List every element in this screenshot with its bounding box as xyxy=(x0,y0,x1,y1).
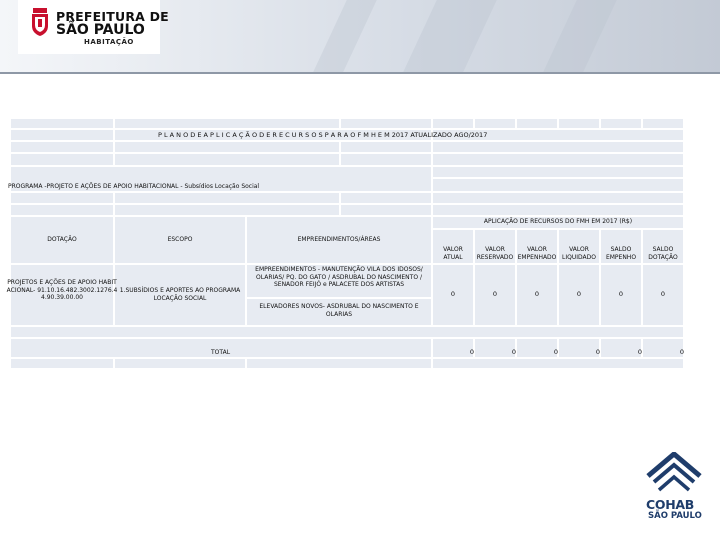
row-dotacao: PROJETOS E AÇÕES DE APOIO HABITACIONAL- 91.10.16.482.3002.1276.44.90.39.00.00 xyxy=(6,279,118,301)
row-valor-empenhado: 0 xyxy=(534,290,540,298)
col-header-valor-empenhado: VALOR EMPENHADO xyxy=(517,246,557,261)
col-header-saldo-empenho: SALDO EMPENHO xyxy=(605,246,637,261)
row-saldo-dotacao: 0 xyxy=(660,290,666,298)
row-valor-liquidado: 0 xyxy=(576,290,582,298)
total-valor-reservado: 0 xyxy=(511,348,516,356)
total-saldo-dotacao: 0 xyxy=(679,348,684,356)
prefeitura-logo xyxy=(18,0,169,54)
cohab-logo-text: COHAB xyxy=(646,497,694,512)
row-saldo-empenho: 0 xyxy=(618,290,624,298)
col-header-valor-reservado: VALOR RESERVADO xyxy=(476,246,514,261)
col-header-valor-atual: VALOR ATUAL xyxy=(443,246,463,261)
logo-text-line2: SÃO PAULO xyxy=(56,22,145,38)
row-valor-reservado: 0 xyxy=(492,290,498,298)
col-header-valor-liquidado: VALOR LIQUIDADO xyxy=(562,246,596,261)
total-saldo-empenho: 0 xyxy=(637,348,642,356)
row-valor-atual: 0 xyxy=(450,290,456,298)
col-header-escopo: ESCOPO xyxy=(167,236,193,243)
total-valor-atual: 0 xyxy=(469,348,474,356)
logo-text-line3: HABITAÇÃO xyxy=(84,38,134,46)
city-crest-icon xyxy=(30,8,50,36)
total-valor-empenhado: 0 xyxy=(553,348,558,356)
row-empreendimento-2: ELEVADORES NOVOS- ASDRUBAL DO NASCIMENTO E OLARIAS xyxy=(259,303,419,318)
header-divider xyxy=(0,72,720,74)
total-valor-liquidado: 0 xyxy=(595,348,600,356)
col-header-saldo-dotacao: SALDO DOTAÇÃO xyxy=(648,246,678,261)
logo-text-line1: PREFEITURA DE xyxy=(56,9,169,24)
table-title: P L A N O D E A P L I C A Ç Ã O D E R E C U R S O S P A R A O F M H E M 2017 ATUALIZADO AGO/2017 xyxy=(158,131,488,139)
program-label: PROGRAMA -PROJETO E AÇÕES DE APOIO HABITACIONAL - Subsídios Locação Social xyxy=(8,183,260,190)
row-empreendimento-1: EMPREENDIMENTOS - MANUTENÇÃO VILA DOS IDOSOS/ OLARIAS/ PQ. DO GATO / ASDRUBAL DO NASCIMENTO / SENADOR FEIJÓ e PALACETE DOS ARTISTAS xyxy=(255,266,423,288)
cohab-logo-subtext: SÃO PAULO xyxy=(648,511,702,521)
row-escopo: 1.SUBSÍDIOS E APORTES AO PROGRAMA LOCAÇÃO SOCIAL xyxy=(119,287,241,302)
section-header: APLICAÇÃO DE RECURSOS DO FMH EM 2017 (R$) xyxy=(483,218,633,225)
col-header-empreendimentos: EMPREENDIMENTOS/ÁREAS xyxy=(297,236,381,243)
total-label: TOTAL xyxy=(211,349,231,356)
col-header-dotacao: DOTAÇÃO xyxy=(47,236,77,243)
